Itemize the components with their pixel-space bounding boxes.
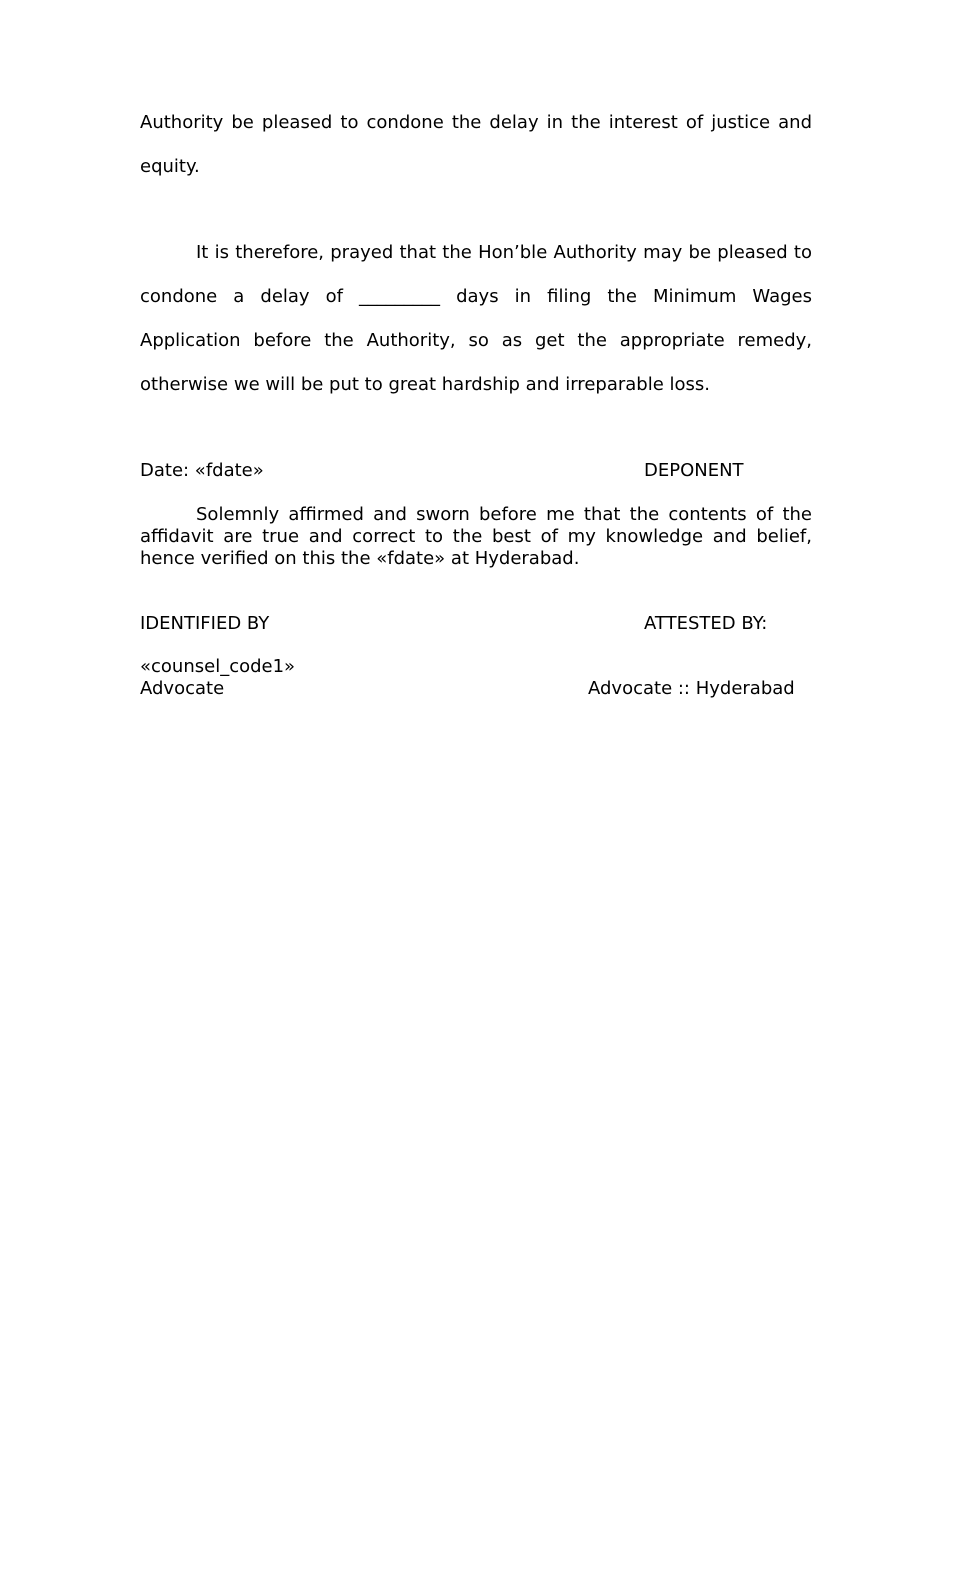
paragraph-prayer: It is therefore, prayed that the Hon’ble Authority may be pleased to condone a delay of _________ days in filing the Minimum Wages Application before the Authority, so as get the appropriate remedy, otherwise we will be put to great hardship and irreparable loss. — [140, 242, 812, 395]
attested-by-label: ATTESTED BY: — [644, 613, 768, 634]
identified-by-label: IDENTIFIED BY — [140, 613, 270, 634]
advocate-left-label: Advocate — [140, 678, 225, 699]
paragraph-condone-delay: Authority be pleased to condone the delay in the interest of justice and equity. — [140, 112, 812, 177]
advocate-right-label: Advocate :: Hyderabad — [588, 678, 795, 699]
counsel-code: «counsel_code1» — [140, 656, 296, 677]
date-line: Date: «fdate» — [140, 460, 264, 481]
deponent-label: DEPONENT — [644, 460, 744, 481]
verification-paragraph: Solemnly affirmed and sworn before me that the contents of the affidavit are true and correct to the best of my knowledge and belief, hence verified on this the «fdate» at Hyderabad. — [140, 504, 812, 569]
